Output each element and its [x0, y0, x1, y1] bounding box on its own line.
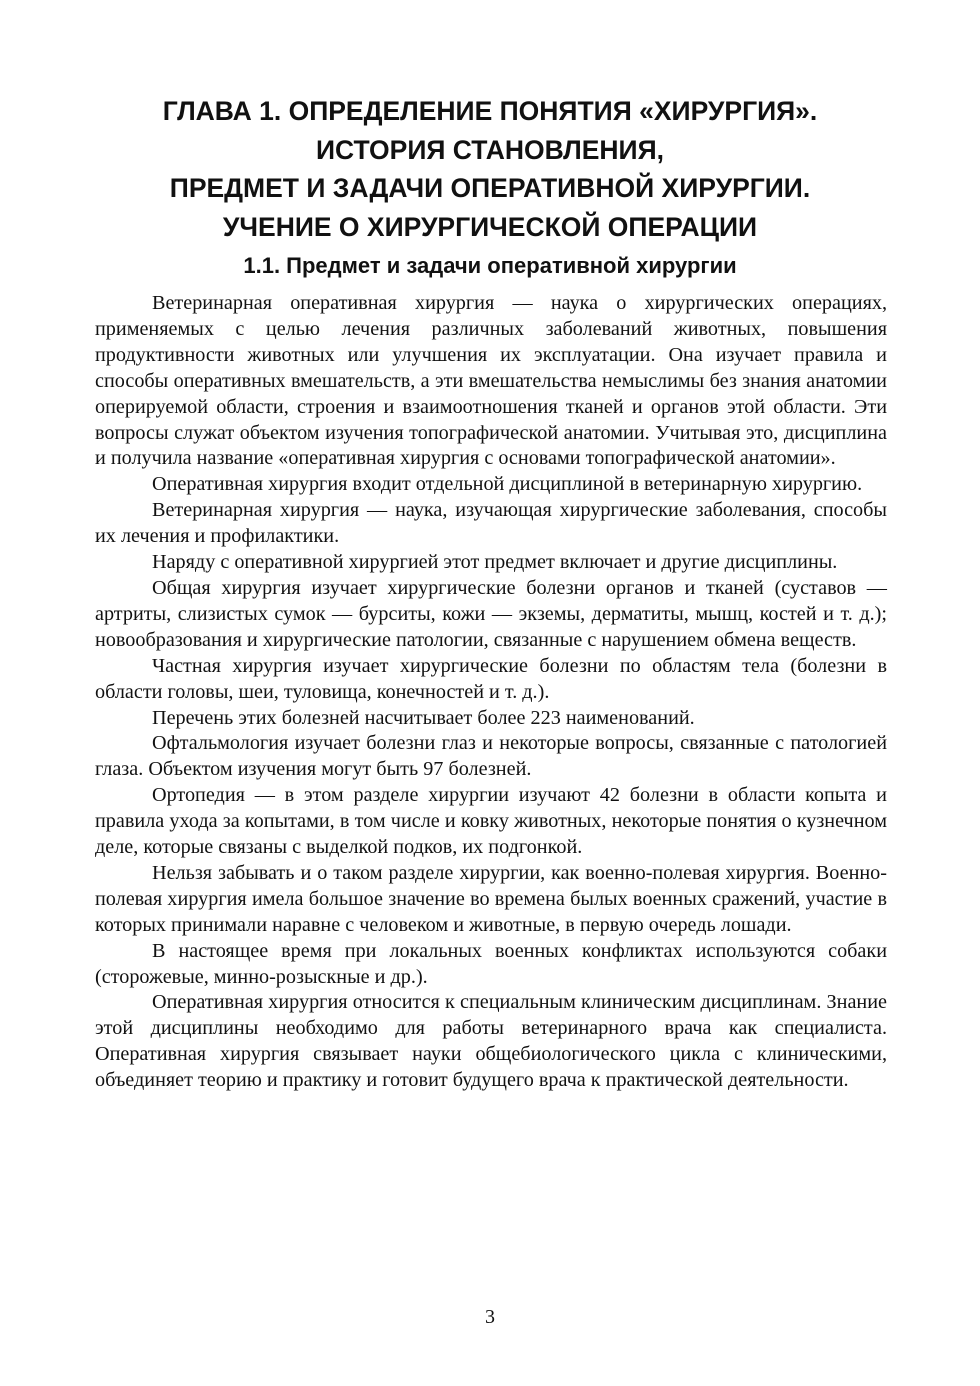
paragraph: Частная хирургия изучает хирургические болезни по областям тела (болезни в области головы, шеи, туловища, конечностей и т. д.).	[95, 654, 887, 703]
paragraph: Ветеринарная оперативная хирургия — наука о хирургических операциях, применяемых с целью лечения различных заболеваний животных, повышения продуктивности животных или улучшения их эксплуатации. Она изучает правила и способы оперативных вмешательств, а эти вмешательства немыслимы без знания анатомии оперируемой области, строения и взаимоотношения тканей и органов этой области. Эти вопросы служат объектом изучения топографической анатомии. Учитывая это, дисциплина и получила название «оперативная хирургия с основами топографической анатомии».	[95, 292, 887, 470]
chapter-title	[95, 92, 885, 246]
section-title: 1.1. Предмет и задачи оперативной хирургии	[243, 253, 737, 278]
paragraph: Наряду с оперативной хирургией этот предмет включает и другие дисциплины.	[152, 551, 838, 574]
paragraph: Перечень этих болезней насчитывает более 223 наименований.	[152, 706, 695, 729]
paragraph: Общая хирургия изучает хирургические болезни органов и тканей (суставов — артриты, слизистых сумок — бурситы, кожи — экземы, дерматиты, мышц, костей и т. д.); новообразования и хирургические патологии, связанные с нарушением обмена веществ.	[95, 576, 887, 651]
chapter-title-line-4: УЧЕНИЕ О ХИРУРГИЧЕСКОЙ ОПЕРАЦИИ	[222, 211, 758, 242]
paragraph: Ветеринарная хирургия — наука, изучающая хирургические заболевания, способы их лечения и профилактики.	[95, 499, 887, 548]
paragraph: В настоящее время при локальных военных конфликтах используются собаки (сторожевые, минно-розыскные и др.).	[95, 939, 887, 988]
chapter-title-line-2: ИСТОРИЯ СТАНОВЛЕНИЯ,	[315, 134, 665, 165]
paragraph: Нельзя забывать и о таком разделе хирургии, как военно-полевая хирургия. Военно-полевая хирургия имела большое значение во времена былых военных сражений, участие в которых принимали наравне с человеком и животные, в первую очередь лошади.	[95, 861, 887, 936]
paragraph: Оперативная хирургия относится к специальным клиническим дисциплинам. Знание этой дисциплины необходимо для работы ветеринарного врача как специалиста. Оперативная хирургия связывает науки общебиологического цикла с клиническими, объединяет теорию и практику и готовит будущего врача к практической деятельности.	[95, 991, 887, 1092]
page-number: 3	[485, 1306, 495, 1328]
paragraph: Ортопедия — в этом разделе хирургии изучают 42 болезни в области копыта и правила ухода за копытами, в том числе и ковку животных, некоторые понятия о кузнечном деле, которые связаны с выделкой подков, их подгонкой.	[95, 784, 887, 859]
body-text	[95, 291, 887, 1094]
paragraph: Оперативная хирургия входит отдельной дисциплиной в ветеринарную хирургию.	[152, 473, 863, 496]
chapter-title-line-3: ПРЕДМЕТ И ЗАДАЧИ ОПЕРАТИВНОЙ ХИРУРГИИ.	[169, 173, 811, 203]
paragraph: Офтальмология изучает болезни глаз и некоторые вопросы, связанные с патологией глаза. Объектом изучения могут быть 97 болезней.	[95, 732, 887, 781]
chapter-title-line-1: ГЛАВА 1. ОПРЕДЕЛЕНИЕ ПОНЯТИЯ «ХИРУРГИЯ».	[162, 96, 818, 126]
